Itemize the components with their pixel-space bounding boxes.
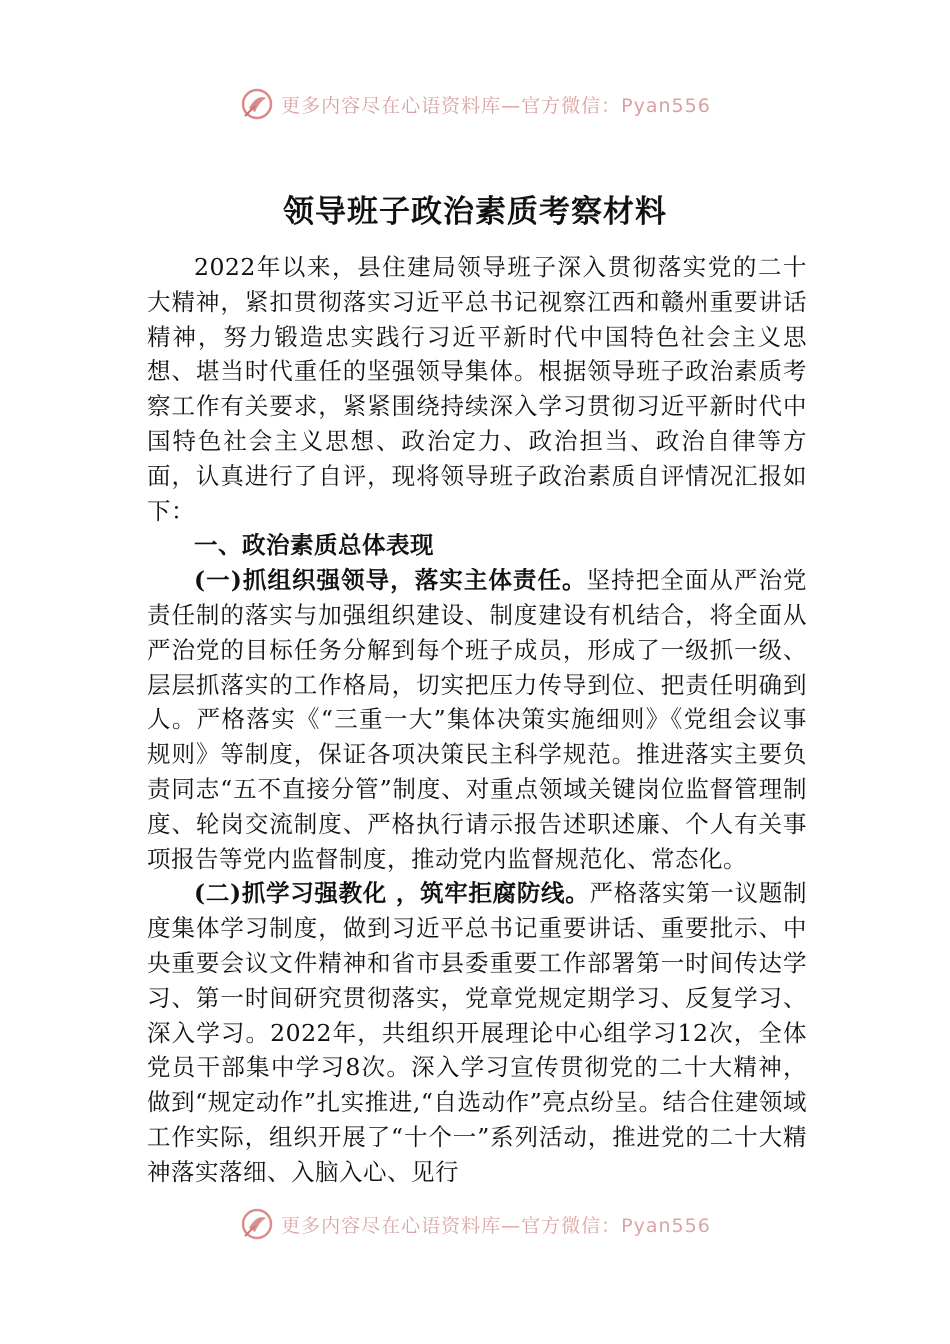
- paragraph-2-heading: (二)抓学习强教化 ，筑牢拒腐防线。: [194, 879, 590, 908]
- document-body: [147, 250, 807, 1190]
- watermark-header: [0, 86, 950, 122]
- intro-paragraph: 2022年以来，县住建局领导班子深入贯彻落实党的二十大精神，紧扣贯彻落实习近平总书记视察江西和赣州重要讲话精神，努力锻造忠实践行习近平新时代中国特色社会主义思想、堪当时代重任的坚强领导集体。根据领导班子政治素质考察工作有关要求，紧紧围绕持续深入学习贯彻习近平新时代中国特色社会主义思想、政治定力、政治担当、政治自律等方面，认真进行了自评，现将领导班子政治素质自评情况汇报如下：: [147, 253, 807, 525]
- watermark-logo-icon: [239, 1206, 275, 1242]
- paragraph-1-body: 坚持把全面从严治党责任制的落实与加强组织建设、制度建设有机结合，将全面从严治党的目标任务分解到每个班子成员，形成了一级抓一级、层层抓落实的工作格局，切实把压力传导到位、把责任明确到人。严格落实《“三重一大”集体决策实施细则》《党组会议事规则》等制度，保证各项决策民主科学规范。推进落实主要负责同志“五不直接分管”制度、对重点领域关键岗位监督管理制度、轮岗交流制度、严格执行请示报告述职述廉、个人有关事项报告等党内监督制度，推动党内监督规范化、常态化。: [147, 566, 807, 873]
- paragraph-2: [147, 876, 807, 1189]
- document-title: 领导班子政治素质考察材料: [283, 194, 667, 230]
- watermark-text: 更多内容尽在心语资料库—官方微信：Pyan556: [281, 1214, 711, 1237]
- watermark-text: 更多内容尽在心语资料库—官方微信：Pyan556: [281, 94, 711, 117]
- paragraph-1-heading: (一)抓组织强领导，落实主体责任。: [194, 566, 587, 595]
- watermark-footer: [0, 1206, 950, 1242]
- paragraph-2-body: 严格落实第一议题制度集体学习制度，做到习近平总书记重要讲话、重要批示、中央重要会议文件精神和省市县委重要工作部署第一时间传达学习、第一时间研究贯彻落实，党章党规定期学习、反复学习、深入学习。2022年，共组织开展理论中心组学习12次，全体党员干部集中学习8次。深入学习宣传贯彻党的二十大精神，做到“规定动作”扎实推进,“自选动作”亮点纷呈。结合住建领域工作实际，组织开展了“十个一”系列活动，推进党的二十大精神落实落细、入脑入心、见行: [147, 879, 807, 1186]
- watermark-logo-icon: [239, 86, 275, 122]
- section-heading: 一、政治素质总体表现: [194, 531, 434, 560]
- paragraph-1: [147, 563, 807, 876]
